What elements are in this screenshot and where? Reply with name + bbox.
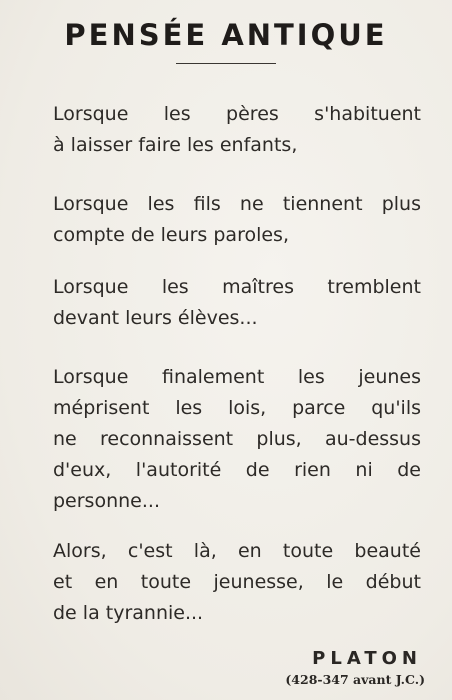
stanza-line: méprisent les lois, parce qu'ils <box>53 397 421 419</box>
stanza-line: Alors, c'est là, en toute beauté <box>53 540 421 562</box>
stanza-line: Lorsque les pères s'habituent <box>53 103 421 125</box>
stanza-line: personne... <box>53 490 160 512</box>
stanza-line: Lorsque les fils ne tiennent plus <box>53 193 421 215</box>
stanza-4 <box>53 362 421 517</box>
stanza-1 <box>53 99 421 161</box>
stanza-line: et en toute jeunesse, le début <box>53 571 421 593</box>
stanza-line: à laisser faire les enfants, <box>53 134 298 156</box>
author-dates: (428-347 avant J.C.) <box>285 672 425 687</box>
author-name: PLATON <box>312 648 422 669</box>
stanza-line: d'eux, l'autorité de rien ni de <box>53 459 421 481</box>
stanza-line: Lorsque les maîtres tremblent <box>53 276 421 298</box>
stanza-3 <box>53 272 421 334</box>
stanza-line: de la tyrannie... <box>53 602 204 624</box>
page-title: PENSÉE ANTIQUE <box>64 18 388 52</box>
stanza-line: ne reconnaissent plus, au-dessus <box>53 428 421 450</box>
stanza-line: devant leurs élèves... <box>53 307 258 329</box>
stanza-2 <box>53 189 421 251</box>
title-divider <box>176 63 276 64</box>
stanza-line: compte de leurs paroles, <box>53 224 289 246</box>
stanza-5 <box>53 536 421 629</box>
stanza-line: Lorsque finalement les jeunes <box>53 366 421 388</box>
